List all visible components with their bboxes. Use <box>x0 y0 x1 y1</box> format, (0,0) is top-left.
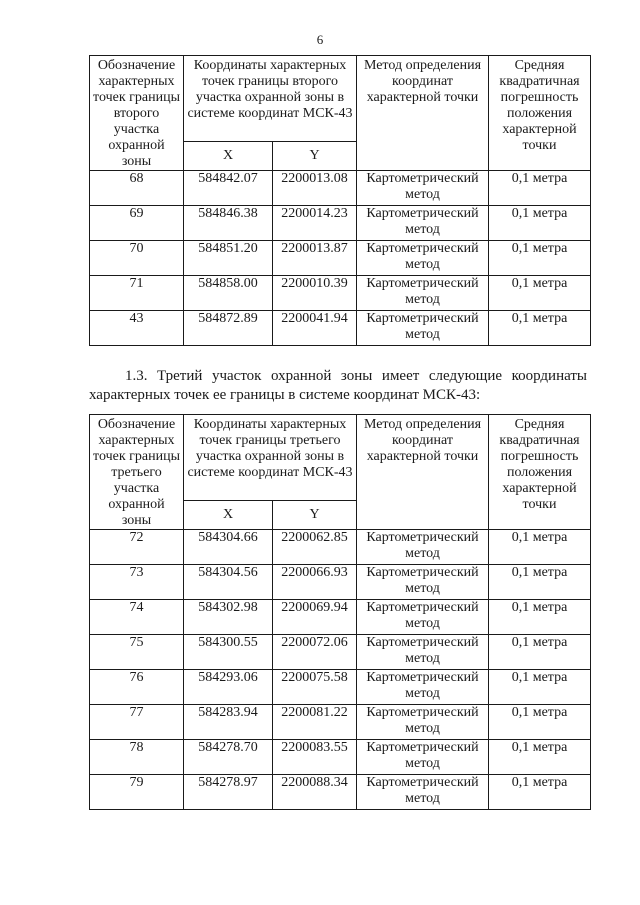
x-cell: 584872.89 <box>184 311 273 346</box>
point-cell: 69 <box>90 206 184 241</box>
method-cell: Картометрический метод <box>357 740 489 775</box>
error-cell: 0,1 метра <box>489 171 591 206</box>
method-cell: Картометрический метод <box>357 600 489 635</box>
table-row <box>90 311 591 346</box>
error-cell: 0,1 метра <box>489 241 591 276</box>
table-row <box>90 171 591 206</box>
point-cell: 70 <box>90 241 184 276</box>
point-cell: 76 <box>90 670 184 705</box>
error-cell: 0,1 метра <box>489 311 591 346</box>
x-cell: 584302.98 <box>184 600 273 635</box>
page-number: 6 <box>316 32 324 47</box>
table-row <box>90 740 591 775</box>
method-cell: Картометрический метод <box>357 635 489 670</box>
y-cell: 2200066.93 <box>273 565 357 600</box>
point-cell: 77 <box>90 705 184 740</box>
method-cell: Картометрический метод <box>357 276 489 311</box>
x-cell: 584304.66 <box>184 530 273 565</box>
error-cell: 0,1 метра <box>489 740 591 775</box>
y-cell: 2200075.58 <box>273 670 357 705</box>
table-row <box>90 600 591 635</box>
method-cell: Картометрический метод <box>357 775 489 810</box>
error-cell: 0,1 метра <box>489 565 591 600</box>
error-cell: 0,1 метра <box>489 635 591 670</box>
method-cell: Картометрический метод <box>357 241 489 276</box>
header-point: Обозначение характерных точек границы третьего участка охранной зоны <box>90 415 184 530</box>
header-y: Y <box>273 501 357 530</box>
header-method: Метод определения координат характерной точки <box>357 415 489 530</box>
method-cell: Картометрический метод <box>357 311 489 346</box>
error-cell: 0,1 метра <box>489 530 591 565</box>
table-row <box>90 635 591 670</box>
table-row <box>90 530 591 565</box>
method-cell: Картометрический метод <box>357 705 489 740</box>
x-cell: 584842.07 <box>184 171 273 206</box>
zone2-coordinates-table <box>89 55 591 346</box>
method-cell: Картометрический метод <box>357 530 489 565</box>
table-row <box>90 670 591 705</box>
zone3-coordinates-table <box>89 414 591 810</box>
point-cell: 43 <box>90 311 184 346</box>
error-cell: 0,1 метра <box>489 705 591 740</box>
y-cell: 2200088.34 <box>273 775 357 810</box>
point-cell: 73 <box>90 565 184 600</box>
header-method: Метод определения координат характерной точки <box>357 56 489 171</box>
error-cell: 0,1 метра <box>489 276 591 311</box>
method-cell: Картометрический метод <box>357 171 489 206</box>
point-cell: 78 <box>90 740 184 775</box>
header-x: X <box>184 142 273 171</box>
point-cell: 75 <box>90 635 184 670</box>
table-row <box>90 705 591 740</box>
y-cell: 2200069.94 <box>273 600 357 635</box>
x-cell: 584300.55 <box>184 635 273 670</box>
header-error: Средняя квадратичная погрешность положения характерной точки <box>489 415 591 530</box>
table-row <box>90 206 591 241</box>
y-cell: 2200062.85 <box>273 530 357 565</box>
y-cell: 2200072.06 <box>273 635 357 670</box>
x-cell: 584278.70 <box>184 740 273 775</box>
x-cell: 584858.00 <box>184 276 273 311</box>
section-paragraph: 1.3. Третий участок охранной зоны имеет следующие координаты характерных точек ее границы в системе координат МСК-43: <box>89 368 587 403</box>
header-y: Y <box>273 142 357 171</box>
x-cell: 584846.38 <box>184 206 273 241</box>
error-cell: 0,1 метра <box>489 600 591 635</box>
method-cell: Картометрический метод <box>357 565 489 600</box>
point-cell: 68 <box>90 171 184 206</box>
y-cell: 2200013.87 <box>273 241 357 276</box>
y-cell: 2200041.94 <box>273 311 357 346</box>
y-cell: 2200013.08 <box>273 171 357 206</box>
x-cell: 584304.56 <box>184 565 273 600</box>
point-cell: 71 <box>90 276 184 311</box>
table-row <box>90 565 591 600</box>
error-cell: 0,1 метра <box>489 206 591 241</box>
error-cell: 0,1 метра <box>489 670 591 705</box>
y-cell: 2200083.55 <box>273 740 357 775</box>
table-row <box>90 241 591 276</box>
x-cell: 584851.20 <box>184 241 273 276</box>
y-cell: 2200010.39 <box>273 276 357 311</box>
x-cell: 584293.06 <box>184 670 273 705</box>
y-cell: 2200014.23 <box>273 206 357 241</box>
table-row <box>90 775 591 810</box>
x-cell: 584278.97 <box>184 775 273 810</box>
header-coordinates: Координаты характерных точек границы третьего участка охранной зоны в системе координат МСК-43 <box>184 415 357 501</box>
point-cell: 74 <box>90 600 184 635</box>
x-cell: 584283.94 <box>184 705 273 740</box>
method-cell: Картометрический метод <box>357 206 489 241</box>
header-coordinates: Координаты характерных точек границы второго участка охранной зоны в системе координат МСК-43 <box>184 56 357 142</box>
table-row <box>90 276 591 311</box>
point-cell: 72 <box>90 530 184 565</box>
y-cell: 2200081.22 <box>273 705 357 740</box>
header-error: Средняя квадратичная погрешность положения характерной точки <box>489 56 591 171</box>
header-point: Обозначение характерных точек границы второго участка охранной зоны <box>90 56 184 171</box>
point-cell: 79 <box>90 775 184 810</box>
header-x: X <box>184 501 273 530</box>
method-cell: Картометрический метод <box>357 670 489 705</box>
error-cell: 0,1 метра <box>489 775 591 810</box>
